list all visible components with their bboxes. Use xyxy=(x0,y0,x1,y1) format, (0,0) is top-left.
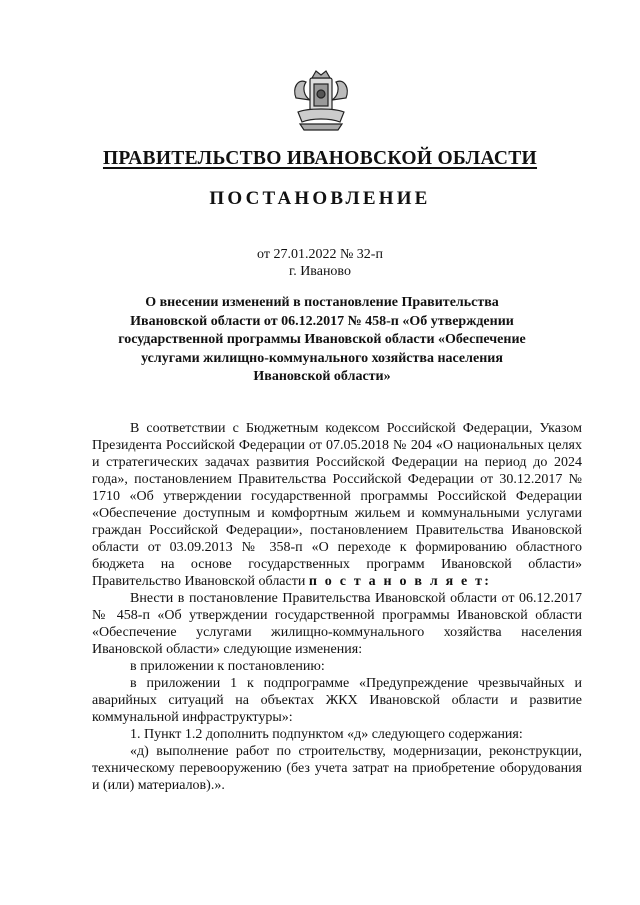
paragraph-2: Внести в постановление Правительства Ивановской области от 06.12.2017 № 458-п «Об утверждении государственной программы Ивановской области «Обеспечение услугами жилищно-коммунального хозяйства населения Ивановской области» следующие изменения: xyxy=(92,591,582,657)
organization-title: ПРАВИТЕЛЬСТВО ИВАНОВСКОЙ ОБЛАСТИ xyxy=(102,148,538,169)
paragraph-5: 1. Пункт 1.2 дополнить подпунктом «д» следующего содержания: xyxy=(130,727,523,742)
document-title: О внесении изменений в постановление Правительства Ивановской области от 06.12.2017 № 458-п «Об утверждении государственной программы Ивановской области «Обеспечение услугами жилищно-коммунального хозяйства населения Ивановской области» xyxy=(118,295,526,384)
document-body xyxy=(92,420,582,794)
date-number: от 27.01.2022 № 32-п xyxy=(257,247,383,262)
paragraph-6: «д) выполнение работ по строительству, модернизации, реконструкции, техническому перевооружению (без учета затрат на приобретение оборудования и (или) материалов).». xyxy=(92,744,582,793)
date-block xyxy=(0,246,640,280)
resolution-prefix: Правительство Ивановской области xyxy=(92,574,306,589)
paragraph-4: в приложении 1 к подпрограмме «Предупреждение чрезвычайных и аварийных ситуаций на объектах ЖКХ Ивановской области и развитие коммунальной инфраструктуры»: xyxy=(92,676,582,725)
city: г. Иваново xyxy=(289,264,351,279)
paragraph-1: В соответствии с Бюджетным кодексом Российской Федерации, Указом Президента Российской Федерации от 07.05.2018 № 204 «О национальных целях и стратегических задачах развития Российской Федерации на период до 2024 года», постановлением Правительства Российской Федерации от 30.12.2017 № 1710 «Об утверждении государственной программы Российской Федерации «Обеспечение доступным и комфортным жильем и коммунальными услугами граждан Российской Федерации», постановлением Правительства Ивановской области от 03.09.2013 № 358-п «О переходе к формированию областного бюджета на основе государственных программ Ивановской области» Правительство Ивановской области п о с т а н о в л я е т: xyxy=(92,421,582,589)
document-type: ПОСТАНОВЛЕНИЕ xyxy=(209,188,431,209)
paragraph-3: в приложении к постановлению: xyxy=(130,659,325,674)
resolution-verb: п о с т а н о в л я е т: xyxy=(308,574,492,589)
coat-of-arms-icon xyxy=(290,68,352,132)
